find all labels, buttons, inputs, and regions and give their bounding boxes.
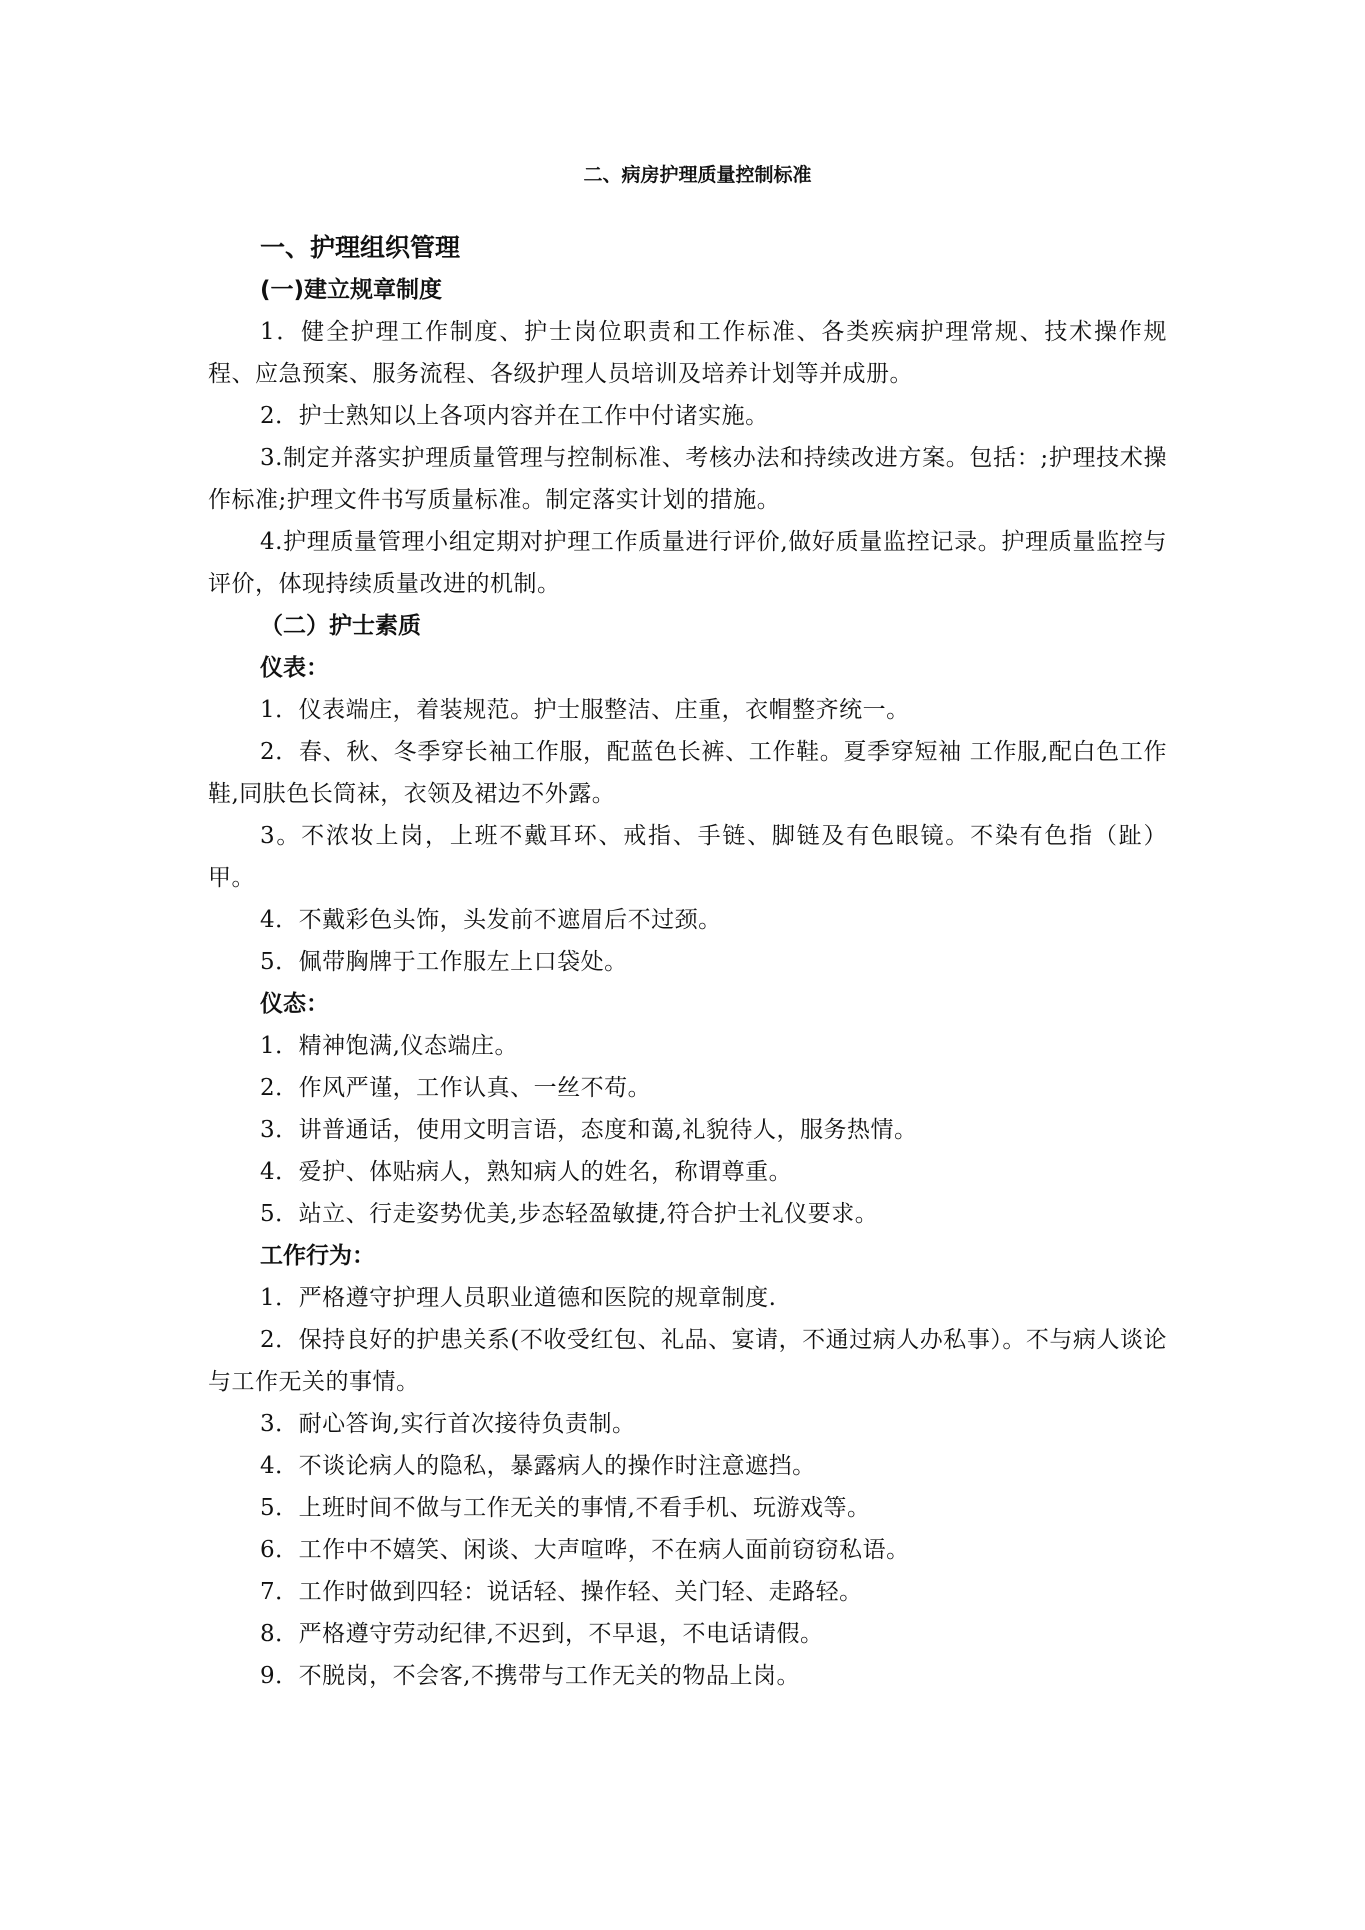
paragraph: 5．站立、行走姿势优美,步态轻盈敏捷,符合护士礼仪要求。 xyxy=(260,1201,879,1227)
document-title: 二、病房护理质量控制标准 xyxy=(583,164,812,186)
paragraph: 3．讲普通话，使用文明言语，态度和蔼,礼貌待人，服务热情。 xyxy=(260,1117,918,1143)
paragraph: 1．健全护理工作制度、护士岗位职责和工作标准、各类疾病护理常规、技术操作规程、应急预案、服务流程、各级护理人员培训及培养计划等并成册。 xyxy=(208,319,1167,387)
paragraph: 2．作风严谨，工作认真、一丝不苟。 xyxy=(260,1075,652,1101)
paragraph: 2．保持良好的护患关系(不收受红包、礼品、宴请，不通过病人办私事）。不与病人谈论与工作无关的事情。 xyxy=(208,1327,1167,1395)
paragraph: 5．佩带胸牌于工作服左上口袋处。 xyxy=(260,949,628,975)
subsection-heading: 工作行为： xyxy=(260,1243,375,1269)
subsection-heading: 仪表： xyxy=(260,655,329,681)
paragraph: 2．春、秋、冬季穿长袖工作服，配蓝色长裤、工作鞋。夏季穿短袖 工作服,配白色工作鞋,同肤色长筒袜，衣领及裙边不外露。 xyxy=(208,739,1167,807)
paragraph: 5．上班时间不做与工作无关的事情,不看手机、玩游戏等。 xyxy=(260,1495,871,1521)
paragraph: 8．严格遵守劳动纪律,不迟到，不早退，不电话请假。 xyxy=(260,1621,824,1647)
paragraph: 4.护理质量管理小组定期对护理工作质量进行评价,做好质量监控记录。护理质量监控与评价，体现持续质量改进的机制。 xyxy=(208,529,1167,597)
subsection-heading: (一)建立规章制度 xyxy=(260,277,443,303)
subsection-heading: 仪态： xyxy=(260,991,329,1017)
paragraph: 7．工作时做到四轻：说话轻、操作轻、关门轻、走路轻。 xyxy=(260,1579,863,1605)
paragraph: 4．不谈论病人的隐私，暴露病人的操作时注意遮挡。 xyxy=(260,1453,816,1479)
section-heading: 一、护理组织管理 xyxy=(260,233,461,262)
paragraph: 6．工作中不嬉笑、闲谈、大声喧哗，不在病人面前窃窃私语。 xyxy=(260,1537,910,1563)
paragraph: 3．耐心答询,实行首次接待负责制。 xyxy=(260,1411,636,1437)
paragraph: 9．不脱岗，不会客,不携带与工作无关的物品上岗。 xyxy=(260,1663,800,1689)
paragraph: 4．不戴彩色头饰，头发前不遮眉后不过颈。 xyxy=(260,907,722,933)
paragraph: 1．严格遵守护理人员职业道德和医院的规章制度. xyxy=(260,1285,777,1311)
subsection-heading: （二）护士素质 xyxy=(260,613,421,639)
paragraph: 3。不浓妆上岗，上班不戴耳环、戒指、手链、脚链及有色眼镜。不染有色指（趾）甲。 xyxy=(208,823,1167,891)
paragraph: 1．仪表端庄，着装规范。护士服整洁、庄重，衣帽整齐统一。 xyxy=(260,697,910,723)
paragraph: 4．爱护、体贴病人，熟知病人的姓名，称谓尊重。 xyxy=(260,1159,793,1185)
paragraph: 3.制定并落实护理质量管理与控制标准、考核办法和持续改进方案。包括：;护理技术操作标准;护理文件书写质量标准。制定落实计划的措施。 xyxy=(208,445,1167,513)
paragraph: 1．精神饱满,仪态端庄。 xyxy=(260,1033,518,1059)
paragraph: 2．护士熟知以上各项内容并在工作中付诸实施。 xyxy=(260,403,769,429)
document-body xyxy=(208,227,1167,1697)
